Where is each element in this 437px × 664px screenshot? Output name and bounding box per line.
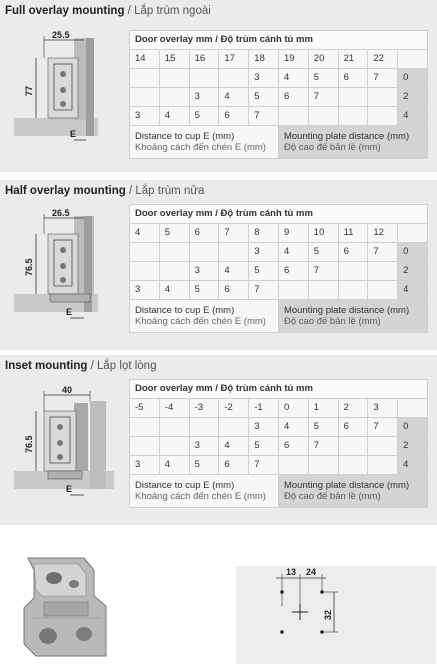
table-cell: 3 <box>130 281 160 300</box>
table-cell <box>130 243 160 262</box>
table-cell <box>130 418 160 437</box>
distance-to-cup-label <box>130 475 279 508</box>
half-overlay-section <box>0 180 437 350</box>
plate-distance-cell: 4 <box>398 107 428 126</box>
table-row <box>130 437 428 456</box>
section-title-main: Inset mounting <box>5 360 88 372</box>
footer-right-en: Mounting plate distance (mm) <box>283 480 410 491</box>
table-cell: 5 <box>308 69 338 88</box>
table-cell: 7 <box>368 243 398 262</box>
table-cell <box>338 88 368 107</box>
section-title <box>5 4 211 18</box>
overlay-cell: 15 <box>159 50 189 69</box>
table-row <box>130 69 428 88</box>
distance-to-cup-label <box>130 126 279 159</box>
table-cell: 6 <box>278 88 308 107</box>
table-cell: 7 <box>368 418 398 437</box>
overlay-cell: -3 <box>189 399 219 418</box>
overlay-row <box>130 50 428 69</box>
section-title <box>5 359 156 373</box>
footer-left-en: Distance to cup E (mm) <box>135 131 235 142</box>
table-cell <box>219 418 249 437</box>
overlay-row <box>130 399 428 418</box>
table-cell <box>130 88 160 107</box>
table-cell: 5 <box>189 456 219 475</box>
drilling-pattern-drawing <box>236 566 436 664</box>
overlay-cell: 11 <box>338 224 368 243</box>
section-title <box>5 184 204 198</box>
table-header: Door overlay mm / Độ trùm cánh tủ mm <box>130 380 428 399</box>
dim-a-text: 13 <box>286 567 297 577</box>
table-cell: 6 <box>338 69 368 88</box>
overlay-cell: 2 <box>338 399 368 418</box>
table-row <box>130 418 428 437</box>
table-row <box>130 281 428 300</box>
table-cell <box>338 281 368 300</box>
footer-right-en: Mounting plate distance (mm) <box>283 305 410 316</box>
table-cell: 4 <box>219 437 249 456</box>
table-cell: 4 <box>159 456 189 475</box>
mounting-plate-label <box>278 475 427 508</box>
overlay-cell <box>398 399 428 418</box>
table-cell: 5 <box>308 418 338 437</box>
table-cell: 6 <box>219 456 249 475</box>
table-cell <box>338 107 368 126</box>
section-title-sub: / Lắp trùm nửa <box>125 185 205 197</box>
table-cell: 6 <box>338 418 368 437</box>
table-cell <box>189 418 219 437</box>
mounting-plate-label <box>278 126 427 159</box>
inset-hinge-diagram <box>14 385 126 505</box>
overlay-cell: -1 <box>249 399 279 418</box>
table-cell: 3 <box>249 69 279 88</box>
table-cell: 4 <box>159 281 189 300</box>
overlay-cell: 14 <box>130 50 160 69</box>
table-cell: 7 <box>308 437 338 456</box>
overlay-cell: 0 <box>278 399 308 418</box>
table-cell <box>308 281 338 300</box>
overlay-table <box>129 379 428 508</box>
full-overlay-hinge-diagram <box>14 30 126 150</box>
table-cell: 6 <box>219 107 249 126</box>
table-cell: 5 <box>249 262 279 281</box>
table-cell: 7 <box>249 107 279 126</box>
table-cell <box>368 281 398 300</box>
footer-left-en: Distance to cup E (mm) <box>135 305 235 316</box>
overlay-cell: 19 <box>278 50 308 69</box>
mounting-plate-area <box>0 540 437 664</box>
plate-distance-cell: 2 <box>398 88 428 107</box>
plate-distance-cell: 0 <box>398 243 428 262</box>
table-cell <box>219 69 249 88</box>
table-cell <box>338 456 368 475</box>
overlay-cell: 12 <box>368 224 398 243</box>
table-cell: 3 <box>189 437 219 456</box>
table-cell: 4 <box>278 243 308 262</box>
top-dim-text: 26.5 <box>52 208 70 218</box>
table-cell: 5 <box>189 281 219 300</box>
table-cell: 3 <box>249 243 279 262</box>
table-cell: 6 <box>278 262 308 281</box>
table-row <box>130 107 428 126</box>
table-cell: 5 <box>249 88 279 107</box>
section-title-main: Full overlay mounting <box>5 5 125 17</box>
dim-b-text: 24 <box>306 567 317 577</box>
table-cell: 6 <box>338 243 368 262</box>
table-cell: 4 <box>278 418 308 437</box>
table-cell: 4 <box>219 262 249 281</box>
table-header: Door overlay mm / Độ trùm cánh tủ mm <box>130 31 428 50</box>
table-cell <box>219 243 249 262</box>
table-cell <box>278 107 308 126</box>
overlay-cell: -4 <box>159 399 189 418</box>
table-row <box>130 456 428 475</box>
section-title-sub: / Lắp trùm ngoài <box>124 5 211 17</box>
table-cell: 5 <box>189 107 219 126</box>
inset-section <box>0 355 437 525</box>
footer-right-vn: Độ cao đế bản lề (mm) <box>283 491 381 502</box>
plate-distance-cell: 0 <box>398 418 428 437</box>
table-cell: 4 <box>219 88 249 107</box>
footer-right-vn: Độ cao đế bản lề (mm) <box>283 142 381 153</box>
table-cell: 5 <box>308 243 338 262</box>
overlay-cell: 21 <box>338 50 368 69</box>
overlay-cell: 6 <box>189 224 219 243</box>
table-cell <box>159 437 189 456</box>
side-dim-text: 77 <box>24 85 34 96</box>
overlay-cell: 8 <box>249 224 279 243</box>
overlay-cell: 3 <box>368 399 398 418</box>
table-cell <box>159 69 189 88</box>
overlay-cell: 10 <box>308 224 338 243</box>
table-cell <box>159 243 189 262</box>
table-cell <box>278 281 308 300</box>
overlay-cell: 22 <box>368 50 398 69</box>
table-cell: 4 <box>159 107 189 126</box>
footer-right-en: Mounting plate distance (mm) <box>283 131 410 142</box>
table-row <box>130 262 428 281</box>
table-cell <box>130 69 160 88</box>
table-row <box>130 88 428 107</box>
table-cell <box>308 456 338 475</box>
overlay-cell: 5 <box>159 224 189 243</box>
overlay-cell: 16 <box>189 50 219 69</box>
table-cell: 5 <box>249 437 279 456</box>
table-cell <box>338 437 368 456</box>
table-cell: 6 <box>278 437 308 456</box>
table-cell: 7 <box>249 456 279 475</box>
table-cell: 6 <box>219 281 249 300</box>
table-cell <box>368 456 398 475</box>
table-cell <box>159 418 189 437</box>
overlay-cell: -5 <box>130 399 160 418</box>
table-cell: 3 <box>249 418 279 437</box>
overlay-cell: 4 <box>130 224 160 243</box>
dim-c-text: 32 <box>323 609 333 620</box>
table-cell <box>368 262 398 281</box>
overlay-table <box>129 30 428 159</box>
top-dim-text: 25.5 <box>52 30 70 40</box>
full-overlay-section <box>0 0 437 172</box>
section-title-main: Half overlay mounting <box>5 185 126 197</box>
table-cell <box>338 262 368 281</box>
overlay-cell: 18 <box>249 50 279 69</box>
table-cell: 7 <box>308 262 338 281</box>
table-header: Door overlay mm / Độ trùm cánh tủ mm <box>130 205 428 224</box>
table-cell <box>189 243 219 262</box>
plate-distance-cell: 4 <box>398 281 428 300</box>
table-cell <box>368 107 398 126</box>
drilling-pattern-panel <box>236 566 436 664</box>
side-dim-text: 76.5 <box>24 258 34 276</box>
table-cell <box>368 437 398 456</box>
section-title-sub: / Lắp lọt lòng <box>87 360 157 372</box>
overlay-cell: 7 <box>219 224 249 243</box>
overlay-cell: 17 <box>219 50 249 69</box>
overlay-row <box>130 224 428 243</box>
plate-distance-cell: 4 <box>398 456 428 475</box>
overlay-cell <box>398 50 428 69</box>
distance-to-cup-label <box>130 300 279 333</box>
table-cell: 3 <box>189 262 219 281</box>
table-cell <box>368 88 398 107</box>
table-cell <box>130 437 160 456</box>
footer-row <box>130 126 428 159</box>
table-cell <box>159 88 189 107</box>
overlay-table <box>129 204 428 333</box>
e-label-text: E <box>66 484 73 494</box>
footer-row <box>130 300 428 333</box>
plate-distance-cell: 2 <box>398 262 428 281</box>
overlay-cell <box>398 224 428 243</box>
table-cell: 7 <box>249 281 279 300</box>
table-cell <box>278 456 308 475</box>
table-cell: 7 <box>308 88 338 107</box>
table-cell <box>308 107 338 126</box>
footer-left-vn: Khoảng cách đến chén E (mm) <box>135 142 266 153</box>
table-cell: 3 <box>130 456 160 475</box>
side-dim-text: 76.5 <box>24 435 34 453</box>
table-cell <box>130 262 160 281</box>
mounting-plate-label <box>278 300 427 333</box>
overlay-cell: 20 <box>308 50 338 69</box>
overlay-cell: 9 <box>278 224 308 243</box>
footer-left-vn: Khoảng cách đến chén E (mm) <box>135 491 266 502</box>
table-cell: 7 <box>368 69 398 88</box>
table-cell: 3 <box>130 107 160 126</box>
top-dim-text: 40 <box>62 385 73 395</box>
table-cell: 4 <box>278 69 308 88</box>
table-cell: 3 <box>189 88 219 107</box>
table-cell <box>189 69 219 88</box>
overlay-cell: -2 <box>219 399 249 418</box>
table-cell <box>159 262 189 281</box>
footer-left-en: Distance to cup E (mm) <box>135 480 235 491</box>
footer-left-vn: Khoảng cách đến chén E (mm) <box>135 316 266 327</box>
mounting-plate-image <box>14 552 118 664</box>
overlay-cell: 1 <box>308 399 338 418</box>
table-row <box>130 243 428 262</box>
footer-right-vn: Độ cao đế bản lề (mm) <box>283 316 381 327</box>
half-overlay-hinge-diagram <box>14 208 126 328</box>
e-label-text: E <box>70 129 77 139</box>
footer-row <box>130 475 428 508</box>
plate-distance-cell: 0 <box>398 69 428 88</box>
plate-distance-cell: 2 <box>398 437 428 456</box>
e-label-text: E <box>66 307 73 317</box>
